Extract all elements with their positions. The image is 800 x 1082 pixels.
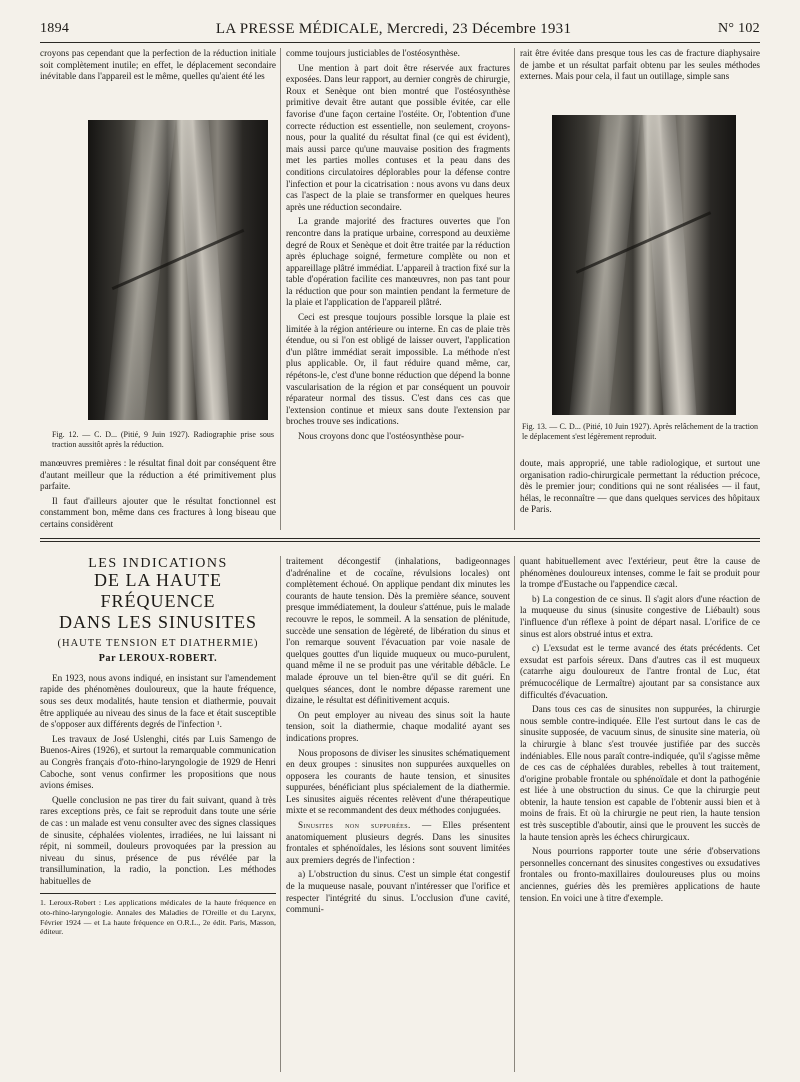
paragraph-text: — Elles présentent anatomiquement plusieurs degrés. Dans les sinusites frontales et sphénoïdales, les lésions sont souvent limitées aux premiers degrés de l'infection :: [286, 820, 510, 865]
column-divider: [280, 48, 281, 530]
article-title-line-3: DANS LES SINUSITES: [58, 611, 258, 632]
paragraph: Il faut d'ailleurs ajouter que le résultat fonctionnel est constamment bon, même dans ces fractures à long biseau que certains considèrent: [40, 495, 276, 529]
paragraph: rait être évitée dans presque tous les cas de fracture diaphysaire de jambe et un résultat parfait obtenu par les seules méthodes externes. Mais pour cela, il faut un outillage, simple sans: [520, 48, 760, 82]
top-column-1-continued: [40, 458, 276, 534]
column-divider: [280, 556, 281, 1072]
radiograph-figure-13: [552, 115, 736, 415]
paragraph: On peut employer au niveau des sinus soit la haute tension, soit la diathermie, chaque modalité ayant ses indications propres.: [286, 709, 510, 743]
paragraph: Les travaux de José Uslenghi, cités par Luis Samengo de Buenos-Aires (1926), et surtout la remarquable communication au Congrès français d'oto-rhino-laryngologie de 1929 de Henri Caboche, sont venus confirmer les propositions que nous avions émises.: [40, 733, 276, 791]
article-author: Par LEROUX-ROBERT.: [98, 653, 218, 665]
article-subtitle: (HAUTE TENSION ET DIATHERMIE): [57, 637, 259, 649]
paragraph: traitement décongestif (inhalations, badigeonnages d'adrénaline et de cocaïne, révulsions locales) ont complètement échoué. On applique pendant dix minutes les courants de haute tension. Dès la première séance, souvent presque immédiatement, la douleur s'atténue, puis le malade recouvre le repos, le sommeil. A la sensation de plénitude, succède une sensation de légèreté, de libération du sinus et l'on remarque souvent l'évacuation par voie nasale de quelques gouttes d'un liquide muqueux ou muco-purulent, quand même il ne se produit pas une véritable débâcle. Le malade éprouve un tel bien-être qu'il se dit guéri. En quelques séances, dont le nombre dépasse rarement une dizaine, le résultat est définitivement acquis.: [286, 556, 510, 706]
column-divider: [514, 556, 515, 1072]
paragraph: croyons pas cependant que la perfection de la réduction initiale soit complètement inutile; en effet, le déplacement secondaire inévitable dans l'appareil est le même, quelles qu'aient été les: [40, 48, 276, 82]
paragraph: b) La congestion de ce sinus. Il s'agit alors d'une réaction de la muqueuse du sinus (sinusite congestive de Liébault) sous l'influence d'un réflexe à point de départ nasal. L'orifice de ce sinus est alors obstrué intus et extra.: [520, 593, 760, 639]
section-heading: Sinusites non suppurées.: [298, 820, 411, 831]
figure-13-caption: Fig. 13. — C. D... (Pitié, 10 Juin 1927). Après relâchement de la traction le déplacement s'est légèrement reproduit.: [522, 422, 758, 441]
article-column-2: [286, 556, 510, 919]
paragraph: Nous pourrions rapporter toute une série d'observations personnelles concernant des sinusites congestives ou exsudatives frontales ou fronto-maxillaires douloureuses plus ou moins anciennes, guéries dès les premières applications de haute tension. En voici une à titre d'exemple.: [520, 846, 760, 903]
page-number: 1894: [40, 21, 70, 36]
top-column-3-continued: [520, 458, 760, 519]
column-divider: [514, 48, 515, 530]
paragraph: Une mention à part doit être réservée aux fractures exposées. Dans leur rapport, au dernier congrès de chirurgie, Roux et Senèque ont bien montré que l'ostéosynthèse primitive devait être autant que possible évitée, car elle favorise d'une façon certaine l'ostéite. Or, l'obtention d'une correcte réduction est essentielle, non seulement, croyons-nous, pour la qualité du résultat final (ce qui est évident), mais aussi parce qu'une mauvaise position des fragments met les parties molles contuses et la peau dans des conditions circulatoires déplorables pour la défense contre l'infection et pour la cicatrisation : nous avons vu dans deux cas l'aspect de la plaie se transformer en quelques heures après une réduction secondaire.: [286, 62, 510, 212]
issue-number: N° 102: [717, 21, 760, 36]
article-heading: [40, 558, 276, 665]
article-title-line-2: DE LA HAUTE FRÉQUENCE: [94, 569, 222, 611]
paragraph: [286, 820, 510, 866]
paragraph: doute, mais approprié, une table radiologique, et surtout une organisation radio-chirurgicale permettant la réduction précoce, dès le premier jour; conditions qui ne sont réalisées — il faut, hélas, le reconnaître — que dans quelques services des hôpitaux de Paris.: [520, 458, 760, 515]
journal-title: LA PRESSE MÉDICALE, Mercredi, 23 Décembre 1931: [215, 20, 572, 37]
paragraph: En 1923, nous avons indiqué, en insistant sur l'amendement rapide des phénomènes douloureux, que la haute fréquence, sous ses deux modalités, haute tension et diathermie, pouvait être appliquée au niveau des sinus de la face et était susceptible de s'opposer aux différents degrés de l'infection ¹.: [40, 672, 276, 730]
top-column-2: [286, 48, 510, 446]
section-divider: [40, 538, 760, 539]
paragraph: Dans tous ces cas de sinusites non suppurées, la chirurgie nous semble contre-indiquée. Elle l'est surtout dans le cas de sinusite supposée, de vacuum sinus, de sinusite sine materia, où la chirurgie à blanc s'est trouvée justifiée par des succès indéniables. Elle nous paraît contre-indiquée, qu'il s'agisse même de ces cas de céphalées durables, rebelles à tout traitement, d'origine probable frontale ou sphénoïdale et dont la pathogénie est liée à une obstruction du sinus. Ce que la chirurgie peut obtenir, la haute tension est capable de l'obtenir aussi bien et à moins de frais. Et où la chirurgie ne peut rien, la haute tension est très susceptible d'aboutir, ainsi que le prouvent les succès de la haute tension après les échecs chirurgicaux.: [520, 704, 760, 842]
paragraph: c) L'exsudat est le terme avancé des états précédents. Cet exsudat est parfois séreux. Dans d'autres cas il est muqueux (catarrhe aigu douloureux de l'antre frontal de Luc, état prémucocélique de Lermaître) ajoutant par sa consistance aux difficultés d'évacuation.: [520, 643, 760, 700]
figure-12-caption: Fig. 12. — C. D... (Pitié, 9 Juin 1927). Radiographie prise sous traction aussitôt après la réduction.: [52, 430, 274, 449]
article-column-1: [40, 556, 276, 937]
paragraph: Nous croyons donc que l'ostéosynthèse pour-: [298, 431, 465, 441]
footnote: 1. Leroux-Robert : Les applications médicales de la haute fréquence en oto-rhino-laryngologie. Annales des Maladies de l'Oreille et du Larynx, Février 1924 — et La haute fréquence en O.R.L., 2e édit. Paris, Masson, éditeur.: [40, 898, 276, 937]
paragraph: Nous proposons de diviser les sinusites schématiquement en deux groupes : sinusites non suppurées auxquelles on opposera les courants de haute tension, et sinusites suppurées, bénéficiant plus spécialement de la diathermie. Les sinusites aiguës récentes relèvent d'une thérapeutique mixte et se recommandent des deux méthodes conjuguées.: [286, 747, 510, 816]
top-column-1: [40, 48, 276, 86]
footnote-rule: [40, 893, 276, 894]
radiograph-figure-12: [88, 120, 268, 420]
paragraph: La grande majorité des fractures ouvertes que l'on rencontre dans la pratique urbaine, correspond au deuxième degré de Roux et Senèque et doit être traitée par la réduction après épluchage soigné, fermeture complète ou non et appareillage plâtré immédiat. L'appareil à traction fixé sur la table d'opération facilite ces manœuvres, non pas tant pour la réduction que pour son maintien pendant la fermeture de la plaie et l'application de l'appareil plâtré.: [286, 216, 510, 308]
paragraph: comme toujours justiciables de l'ostéosynthèse.: [286, 48, 460, 58]
paragraph: quant habituellement avec l'extérieur, peut être la cause de phénomènes douloureux intenses, comme le fait se produit pour la trompe d'Eustache ou l'appendice cæcal.: [520, 556, 760, 590]
paragraph: Quelle conclusion ne pas tirer du fait suivant, quand à très rares exceptions près, ce fait se reproduit dans toute une série de cas : un malade est venu consulter avec des signes classiques de sinusite, céphalées violentes, irradiées, ne lui laissant ni répit, ni sommeil, douleurs provoquées par la pression au niveau du sinus, présence de pus révélée par la transillumination, la radio, la ponction. Les méthodes habituelles de: [40, 794, 276, 886]
article-column-3: [520, 556, 760, 907]
paragraph: Ceci est presque toujours possible lorsque la plaie est limitée à la région antérieure ou interne. En cas de plaie très étendue, ou si l'on est obligé de laisser ouvert, l'application d'un plâtre immédiat serait impossible. La méthode n'est plus applicable. Or, il faut réduire quand même, car, répétons-le, c'est d'une bonne réduction que dépend la bonne vascularisation de la région et par conséquent un pouvoir réparateur normal des tissus. C'est dans ces cas que l'extension continue et mieux sans doute l'extension par broches trouve ses indications.: [286, 312, 510, 427]
running-header: [40, 16, 760, 43]
article-title-line-1: LES INDICATIONS: [88, 556, 228, 571]
paragraph: a) L'obstruction du sinus. C'est un simple état congestif de la muqueuse nasale, pouvant n'intéresser que l'orifice et respecter l'intégrité du sinus. L'occlusion d'une cavité, communi-: [286, 869, 510, 915]
paragraph: manœuvres premières : le résultat final doit par conséquent être d'autant meilleur que la réduction a été primitivement plus parfaite.: [40, 458, 276, 492]
top-column-3: [520, 48, 760, 86]
section-divider-double: [40, 541, 760, 542]
